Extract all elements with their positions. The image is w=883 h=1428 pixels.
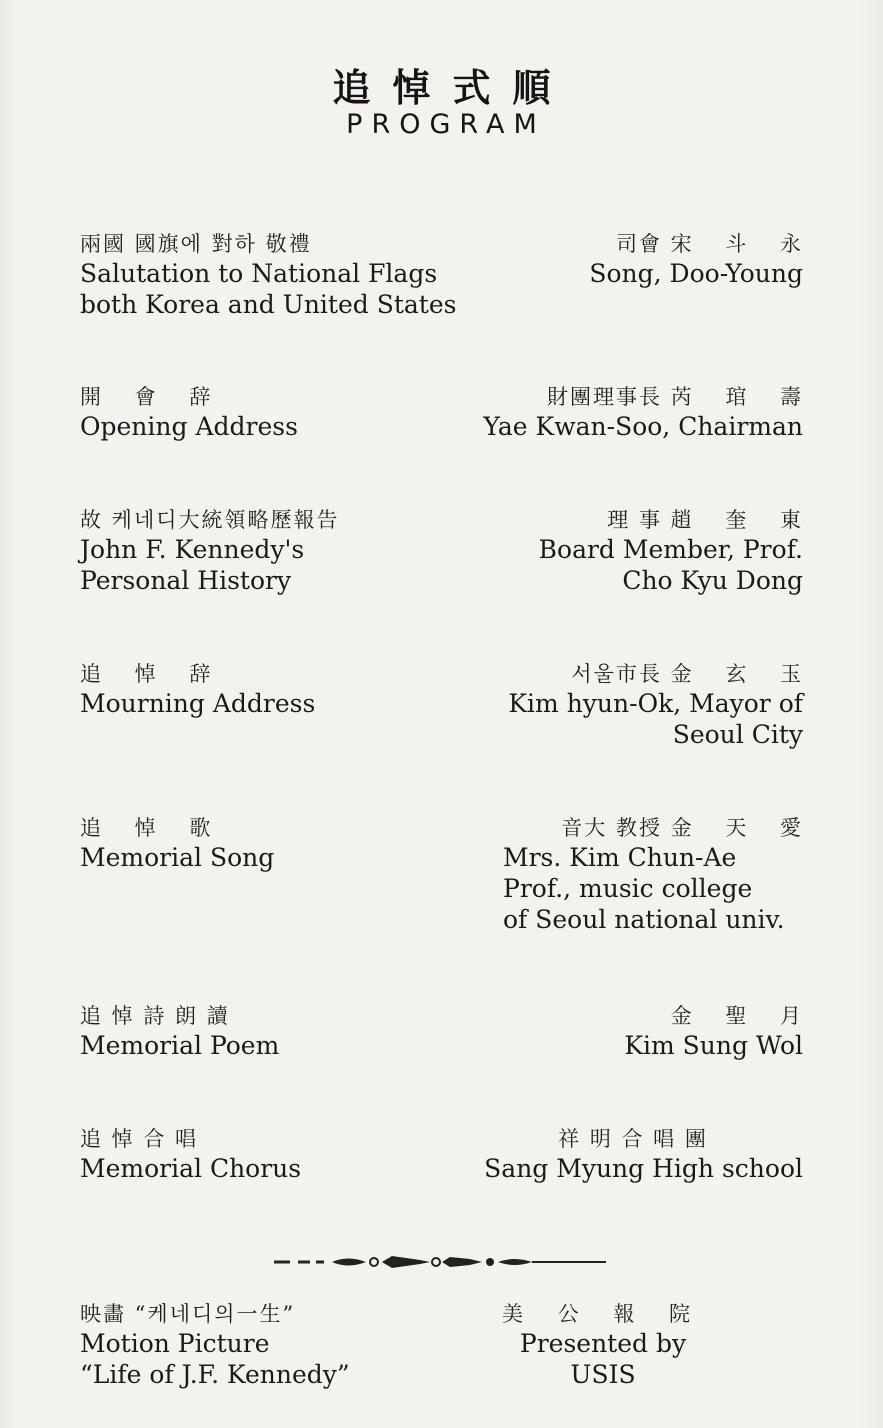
ornamental-divider [270, 1252, 610, 1272]
item-presenter [403, 506, 803, 596]
presenter-english-line: Presented by [519, 1329, 687, 1358]
item-title-english-line: Opening Address [80, 412, 298, 441]
presenter-korean: 祥 明 合 唱 團 [558, 1127, 708, 1151]
presenter-korean: 司會 宋 斗 永 [615, 232, 803, 256]
presenter-korean: 音大 教授 金 天 愛 [561, 816, 803, 840]
presenter-korean: 美 公 報 院 [501, 1302, 705, 1326]
item-title-english-line: Mourning Address [80, 689, 316, 718]
presenter-english-line: Song, Doo-Young [589, 259, 803, 288]
item-title-korean: 開 會 辞 [80, 385, 213, 409]
presenter-korean: 서울市長 金 玄 玉 [571, 662, 803, 686]
item-title-english-line: Motion Picture [80, 1329, 270, 1358]
item-presenter [473, 1300, 733, 1390]
item-presenter [403, 230, 803, 289]
item-title-korean: 追 悼 辞 [80, 662, 213, 686]
item-title-english-line: Personal History [80, 566, 292, 595]
presenter-english-line: Board Member, Prof. [538, 535, 803, 564]
item-title-korean: 故 케네디大統領略歷報告 [80, 508, 340, 532]
item-title-english-line: both Korea and United States [80, 290, 457, 319]
item-presenter [413, 814, 813, 935]
presenter-korean: 金 聖 月 [670, 1004, 803, 1028]
item-title-korean: 追 悼 合 唱 [80, 1127, 199, 1151]
item-presenter [403, 383, 803, 442]
presenter-english-line: Kim Sung Wol [624, 1031, 803, 1060]
item-title-english-line: Memorial Chorus [80, 1154, 302, 1183]
item-presenter [403, 1125, 803, 1184]
presenter-english-line: Prof., music college [503, 874, 753, 903]
presenter-english-line: Yae Kwan-Soo, Chairman [483, 412, 803, 441]
item-title-english-line: Memorial Poem [80, 1031, 280, 1060]
item-title-korean: 兩國 國旗에 對하 敬禮 [80, 232, 312, 256]
title-korean: 追悼式順 [332, 66, 573, 110]
presenter-korean: 財團理事長 芮 琯 壽 [546, 385, 803, 409]
item-title-korean: 映畵 “케네디의一生” [80, 1302, 296, 1326]
item-title-korean: 追 悼 詩 朗 讀 [80, 1004, 230, 1028]
program-header [0, 66, 883, 140]
item-title-korean: 追 悼 歌 [80, 816, 213, 840]
item-presenter [403, 660, 803, 750]
item-title-english-line: Salutation to National Flags [80, 259, 438, 288]
item-presenter [403, 1002, 803, 1061]
presenter-english-line: Kim hyun-Ok, Mayor of [508, 689, 803, 718]
presenter-english-line: USIS [570, 1360, 636, 1389]
presenter-english-line: of Seoul national univ. [503, 905, 785, 934]
item-title-english-line: John F. Kennedy's [80, 535, 305, 564]
presenter-english-line: Sang Myung High school [484, 1154, 803, 1183]
presenter-korean: 理 事 趙 奎 東 [607, 508, 803, 532]
presenter-english-line: Cho Kyu Dong [622, 566, 803, 595]
item-title-english-line: Memorial Song [80, 843, 275, 872]
presenter-english-line: Seoul City [672, 720, 803, 749]
presenter-english-line: Mrs. Kim Chun-Ae [503, 843, 737, 872]
item-title-english-line: “Life of J.F. Kennedy” [80, 1360, 350, 1389]
title-english: PROGRAM [346, 109, 546, 140]
item-title [80, 1300, 520, 1390]
